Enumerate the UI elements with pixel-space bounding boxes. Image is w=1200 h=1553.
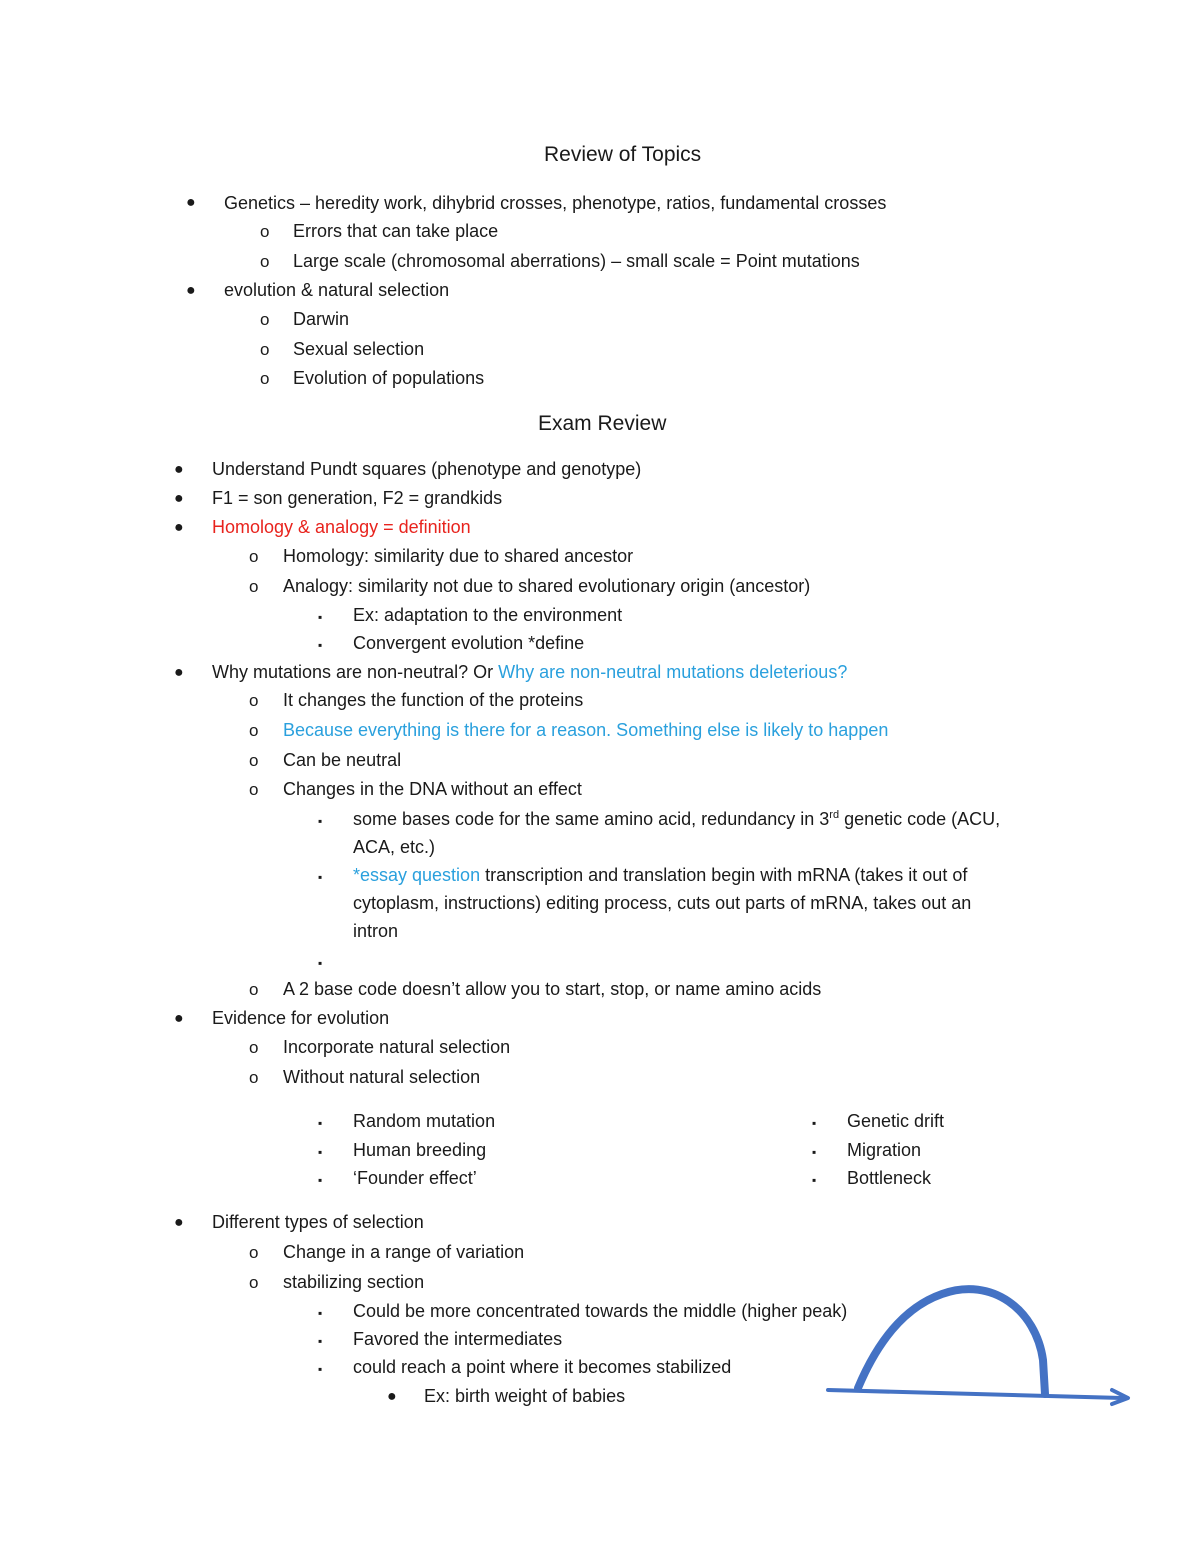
large-scale-item: Large scale (chromosomal aberrations) – small scale = Point mutations (293, 251, 860, 271)
convergent-item: Convergent evolution *define (353, 633, 585, 653)
changes-function-item: It changes the function of the proteins (283, 690, 584, 710)
square-bullet-icon: ▪ (318, 638, 323, 652)
adaptation-item: Ex: adaptation to the environment (353, 605, 623, 625)
why-question-blue: Why are non-neutral mutations deleterious? (498, 662, 848, 682)
founder-effect-item: ‘Founder effect’ (353, 1168, 477, 1188)
concentrated-item: Could be more concentrated towards the middle (higher peak) (353, 1301, 848, 1321)
square-bullet-icon: ▪ (318, 870, 323, 884)
punnett-item: Understand Pundt squares (phenotype and genotype) (212, 459, 642, 479)
bullet-icon: ● (174, 664, 184, 681)
without-item: Without natural selection (283, 1067, 481, 1087)
circle-bullet-icon: o (249, 751, 259, 770)
circle-bullet-icon: o (249, 780, 259, 799)
square-bullet-icon: ▪ (318, 1145, 323, 1159)
square-bullet-icon: ▪ (318, 956, 323, 970)
favored-item: Favored the intermediates (353, 1329, 563, 1349)
circle-bullet-icon: o (249, 1038, 259, 1057)
square-bullet-icon: ▪ (318, 1334, 323, 1348)
square-bullet-icon: ▪ (318, 610, 323, 624)
types-of-selection-item: Different types of selection (212, 1212, 424, 1232)
circle-bullet-icon: o (260, 252, 270, 271)
essay-item-line3: intron (353, 921, 399, 941)
evolution-item: evolution & natural selection (224, 280, 450, 300)
two-base-code-item: A 2 base code doesn’t allow you to start, stop, or name amino acids (283, 979, 822, 999)
circle-bullet-icon: o (249, 547, 259, 566)
homology-item: Homology: similarity due to shared ancestor (283, 546, 634, 566)
birth-weight-item: Ex: birth weight of babies (424, 1386, 626, 1406)
circle-bullet-icon: o (260, 369, 270, 388)
because-item: Because everything is there for a reason. Something else is likely to happen (283, 720, 889, 740)
bullet-icon: ● (174, 461, 184, 478)
square-bullet-icon: ▪ (318, 1362, 323, 1376)
genetics-item: Genetics – heredity work, dihybrid crosses, phenotype, ratios, fundamental crosses (224, 193, 887, 213)
random-mutation-item: Random mutation (353, 1111, 496, 1131)
bullet-icon: ● (174, 490, 184, 507)
bases-text: some bases code for the same amino acid, redundancy in 3 (353, 809, 830, 829)
bases-item-continued: ACA, etc.) (353, 837, 436, 857)
migration-item: Migration (847, 1140, 922, 1160)
circle-bullet-icon: o (249, 1243, 259, 1262)
square-bullet-icon: ▪ (318, 814, 323, 828)
bullet-icon: ● (387, 1388, 397, 1405)
dna-changes-item: Changes in the DNA without an effect (283, 779, 582, 799)
exam-review-heading: Exam Review (538, 412, 667, 435)
circle-bullet-icon: o (249, 980, 259, 999)
circle-bullet-icon: o (249, 1068, 259, 1087)
human-breeding-item: Human breeding (353, 1140, 487, 1160)
sexual-selection-item: Sexual selection (293, 339, 425, 359)
square-bullet-icon: ▪ (812, 1145, 817, 1159)
axis-arrow-line (828, 1390, 1122, 1398)
review-of-topics-heading: Review of Topics (544, 143, 702, 166)
circle-bullet-icon: o (260, 340, 270, 359)
essay-item-line2: cytoplasm, instructions) editing process, cuts out parts of mRNA, takes out an (353, 893, 972, 913)
can-be-neutral-item: Can be neutral (283, 750, 402, 770)
homology-analogy-item: Homology & analogy = definition (212, 517, 471, 537)
square-bullet-icon: ▪ (318, 1306, 323, 1320)
essay-question-label: *essay question (353, 865, 481, 885)
reach-item: could reach a point where it becomes stabilized (353, 1357, 732, 1377)
circle-bullet-icon: o (260, 222, 270, 241)
bullet-icon: ● (174, 1010, 184, 1027)
range-variation-item: Change in a range of variation (283, 1242, 525, 1262)
circle-bullet-icon: o (249, 691, 259, 710)
bullet-icon: ● (174, 1214, 184, 1231)
errors-item: Errors that can take place (293, 221, 499, 241)
populations-item: Evolution of populations (293, 368, 485, 388)
why-question: Why mutations are non-neutral? Or (212, 662, 499, 682)
square-bullet-icon: ▪ (812, 1116, 817, 1130)
bullet-icon: ● (186, 194, 196, 211)
circle-bullet-icon: o (249, 1273, 259, 1292)
circle-bullet-icon: o (249, 577, 259, 596)
bell-curve-stroke (858, 1289, 1045, 1394)
square-bullet-icon: ▪ (318, 1173, 323, 1187)
circle-bullet-icon: o (260, 310, 270, 329)
bases-superscript: rd (829, 809, 840, 821)
bottleneck-item: Bottleneck (847, 1168, 932, 1188)
stabilizing-item: stabilizing section (283, 1272, 425, 1292)
square-bullet-icon: ▪ (318, 1116, 323, 1130)
essay-text: transcription and translation begin with mRNA (takes it out of (480, 865, 968, 885)
evidence-item: Evidence for evolution (212, 1008, 390, 1028)
f1-f2-item: F1 = son generation, F2 = grandkids (212, 488, 503, 508)
analogy-item: Analogy: similarity not due to shared evolutionary origin (ancestor) (283, 576, 811, 596)
square-bullet-icon: ▪ (812, 1173, 817, 1187)
bullet-icon: ● (174, 519, 184, 536)
bases-text-end: genetic code (ACU, (839, 809, 1001, 829)
incorporate-item: Incorporate natural selection (283, 1037, 511, 1057)
bullet-icon: ● (186, 282, 196, 299)
circle-bullet-icon: o (249, 721, 259, 740)
darwin-item: Darwin (293, 309, 350, 329)
genetic-drift-item: Genetic drift (847, 1111, 945, 1131)
